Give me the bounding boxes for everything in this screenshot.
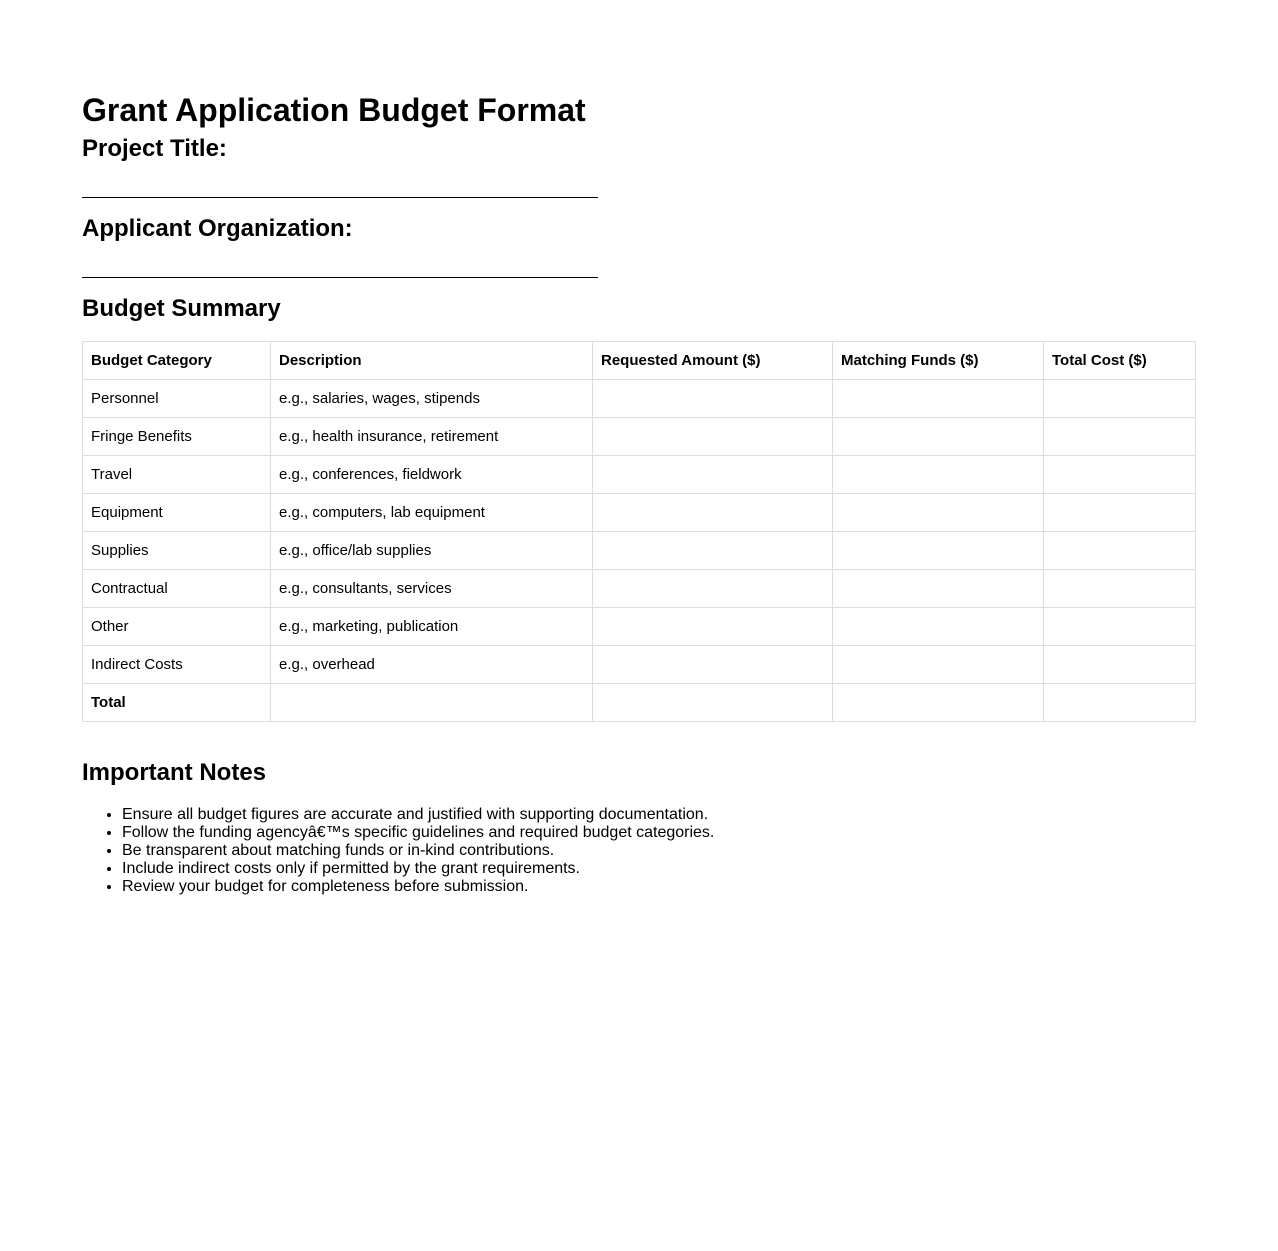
- total-cost-cell[interactable]: [1044, 494, 1196, 532]
- table-row: [83, 532, 1196, 570]
- total-cost-cell[interactable]: [1044, 418, 1196, 456]
- table-header-row: [83, 342, 1196, 380]
- matching-funds-cell[interactable]: [833, 532, 1044, 570]
- description-cell: e.g., health insurance, retirement: [271, 418, 593, 456]
- category-cell: Fringe Benefits: [83, 418, 271, 456]
- total-cost-cell[interactable]: [1044, 646, 1196, 684]
- matching-funds-cell[interactable]: [833, 418, 1044, 456]
- table-row: [83, 456, 1196, 494]
- table-row: [83, 418, 1196, 456]
- important-notes-heading: Important Notes: [82, 759, 267, 786]
- header-requested-amount: Requested Amount ($): [593, 342, 833, 380]
- page-title: Grant Application Budget Format: [82, 92, 586, 128]
- total-cost-cell[interactable]: [1044, 570, 1196, 608]
- notes-list: [82, 806, 1196, 896]
- description-cell: e.g., consultants, services: [271, 570, 593, 608]
- matching-funds-cell[interactable]: [833, 570, 1044, 608]
- total-requested-amount-cell[interactable]: [593, 684, 833, 722]
- applicant-organization-fill-line[interactable]: [82, 277, 598, 278]
- description-cell: e.g., office/lab supplies: [271, 532, 593, 570]
- category-cell: Supplies: [83, 532, 271, 570]
- total-cost-cell[interactable]: [1044, 532, 1196, 570]
- category-cell: Personnel: [83, 380, 271, 418]
- requested-amount-cell[interactable]: [593, 494, 833, 532]
- header-total-cost: Total Cost ($): [1044, 342, 1196, 380]
- table-row: [83, 570, 1196, 608]
- table-row: [83, 380, 1196, 418]
- list-item: • Be transparent about matching funds or in-kind contributions.: [122, 842, 1196, 860]
- total-cost-cell[interactable]: [1044, 456, 1196, 494]
- description-cell: e.g., overhead: [271, 646, 593, 684]
- header-description: Description: [271, 342, 593, 380]
- requested-amount-cell[interactable]: [593, 646, 833, 684]
- description-cell: e.g., salaries, wages, stipends: [271, 380, 593, 418]
- description-cell: e.g., marketing, publication: [271, 608, 593, 646]
- total-cost-cell[interactable]: [1044, 380, 1196, 418]
- project-title-label: Project Title:: [82, 135, 227, 162]
- requested-amount-cell[interactable]: [593, 608, 833, 646]
- category-cell: Indirect Costs: [83, 646, 271, 684]
- description-cell: e.g., computers, lab equipment: [271, 494, 593, 532]
- matching-funds-cell[interactable]: [833, 494, 1044, 532]
- table-row: [83, 608, 1196, 646]
- total-cost-sum-cell[interactable]: [1044, 684, 1196, 722]
- header-matching-funds: Matching Funds ($): [833, 342, 1044, 380]
- total-label-cell: Total: [83, 684, 271, 722]
- total-description-cell: [271, 684, 593, 722]
- table-row: [83, 494, 1196, 532]
- total-matching-funds-cell[interactable]: [833, 684, 1044, 722]
- matching-funds-cell[interactable]: [833, 646, 1044, 684]
- category-cell: Equipment: [83, 494, 271, 532]
- requested-amount-cell[interactable]: [593, 380, 833, 418]
- budget-summary-heading: Budget Summary: [82, 295, 281, 322]
- total-cost-cell[interactable]: [1044, 608, 1196, 646]
- requested-amount-cell[interactable]: [593, 456, 833, 494]
- requested-amount-cell[interactable]: [593, 418, 833, 456]
- requested-amount-cell[interactable]: [593, 570, 833, 608]
- description-cell: e.g., conferences, fieldwork: [271, 456, 593, 494]
- header-budget-category: Budget Category: [83, 342, 271, 380]
- matching-funds-cell[interactable]: [833, 608, 1044, 646]
- matching-funds-cell[interactable]: [833, 380, 1044, 418]
- list-item: • Review your budget for completeness before submission.: [122, 878, 1196, 896]
- total-row: [83, 684, 1196, 722]
- budget-table: [82, 341, 1196, 722]
- table-row: [83, 646, 1196, 684]
- list-item: • Ensure all budget figures are accurate and justified with supporting documentation.: [122, 806, 1196, 824]
- category-cell: Other: [83, 608, 271, 646]
- requested-amount-cell[interactable]: [593, 532, 833, 570]
- category-cell: Travel: [83, 456, 271, 494]
- matching-funds-cell[interactable]: [833, 456, 1044, 494]
- category-cell: Contractual: [83, 570, 271, 608]
- list-item: • Include indirect costs only if permitted by the grant requirements.: [122, 860, 1196, 878]
- applicant-organization-label: Applicant Organization:: [82, 215, 353, 242]
- project-title-fill-line[interactable]: [82, 197, 598, 198]
- list-item: • Follow the funding agencyâ€™s specific guidelines and required budget categories.: [122, 824, 1196, 842]
